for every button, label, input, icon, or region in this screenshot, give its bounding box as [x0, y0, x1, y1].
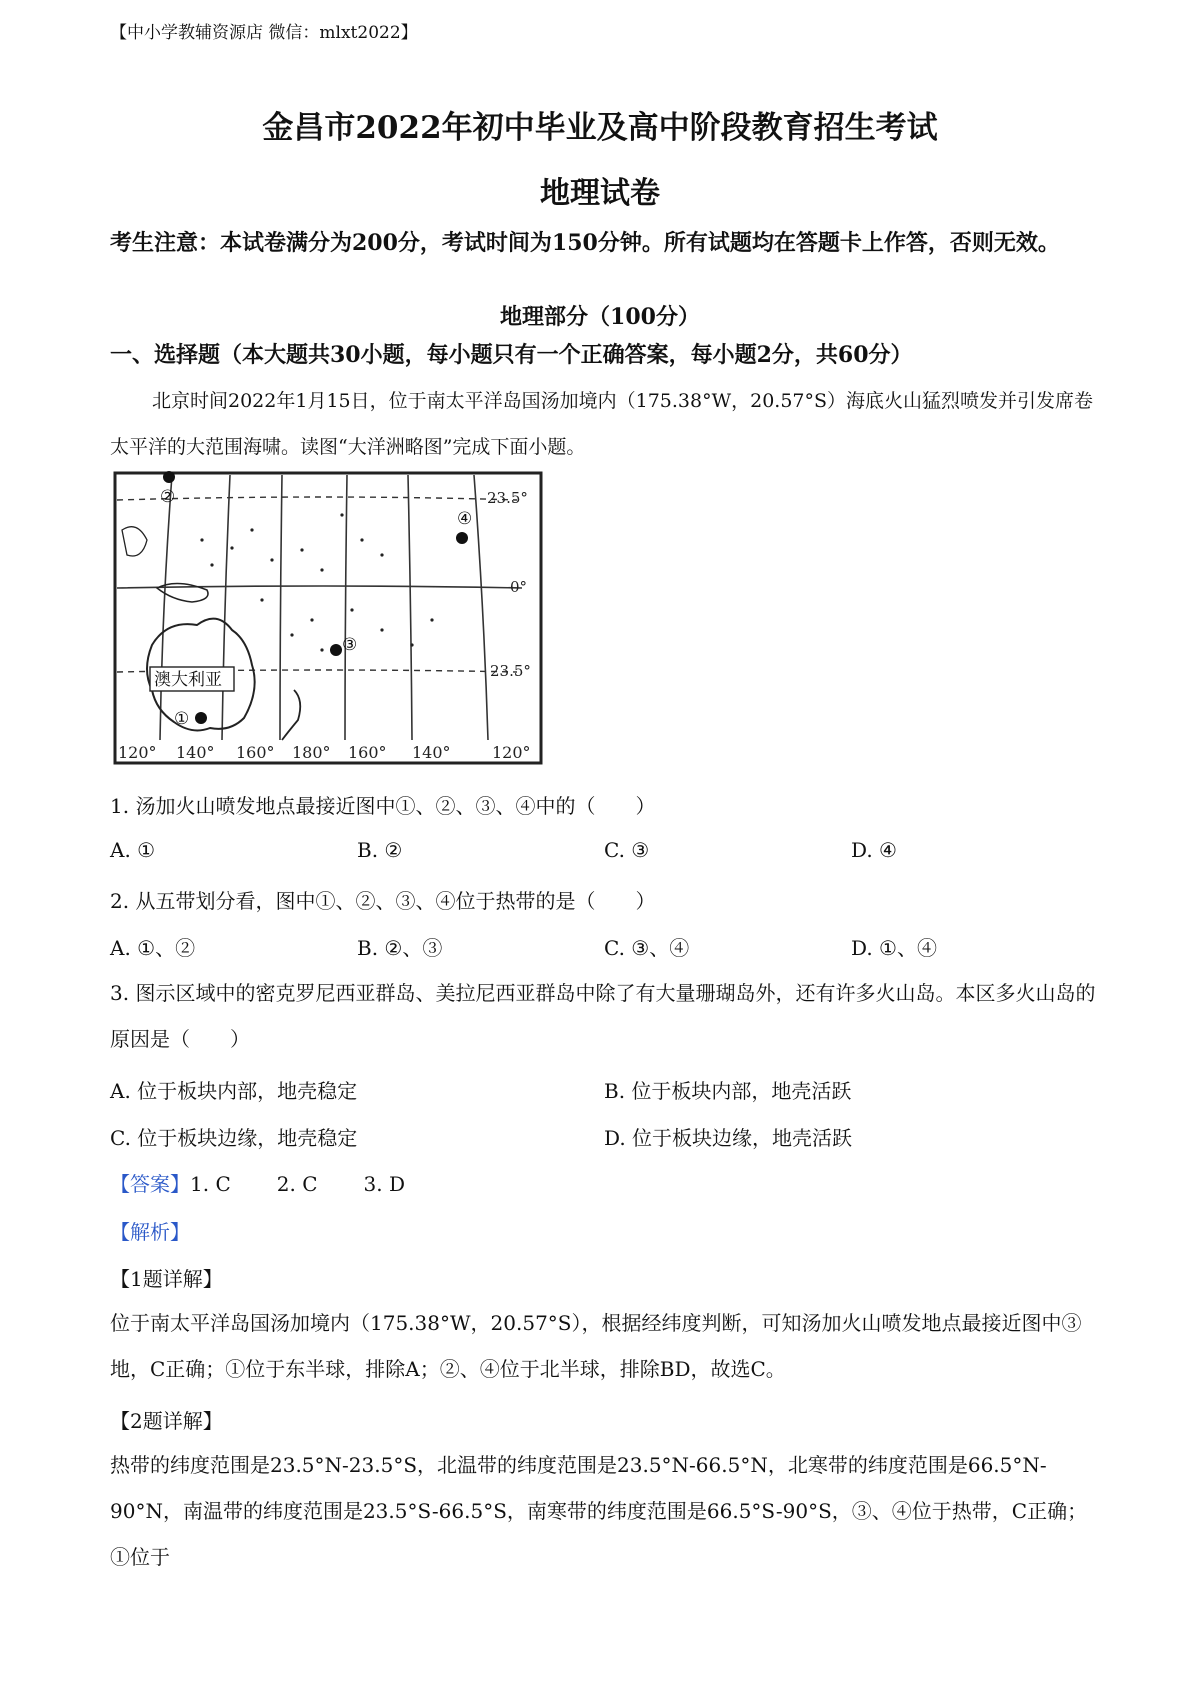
lat-label-south: 23.5° [490, 662, 531, 680]
marker-1-dot [195, 712, 207, 724]
exam-title: 金昌市2022年初中毕业及高中阶段教育招生考试 [262, 110, 938, 146]
marker-4-label: ④ [457, 509, 473, 529]
question-3-stem: 3. 图示区域中的密克罗尼西亚群岛、美拉尼西亚群岛中除了有大量珊瑚岛外，还有许多火山岛。本区多火山岛的原因是（ ） [110, 981, 1096, 1051]
part-title: 地理部分（100分） [500, 304, 700, 330]
lat-label-north: 23.5° [487, 489, 528, 507]
page-header: 【中小学教辅资源店 微信：mlxt2022】 [110, 23, 418, 43]
question-1-stem: 1. 汤加火山喷发地点最接近图中①、②、③、④中的（ ） [110, 794, 656, 818]
marker-2-dot [163, 471, 175, 483]
detail-1-label: 【1题详解】 [110, 1267, 223, 1291]
oceania-map [112, 470, 544, 770]
answer-label: 【答案】 [110, 1172, 190, 1196]
answer-item: 3. D [363, 1172, 405, 1196]
australia-label: 澳大利亚 [154, 670, 222, 690]
question-2-stem: 2. 从五带划分看，图中①、②、③、④位于热带的是（ ） [110, 889, 656, 913]
question-3-option-a: A. 位于板块内部，地壳稳定 [110, 1079, 358, 1103]
lon-label: 140° [412, 743, 451, 762]
question-1-option-c: C. ③ [604, 838, 650, 862]
question-3-option-d: D. 位于板块边缘，地壳活跃 [604, 1126, 853, 1150]
question-2-option-d: D. ①、④ [851, 936, 937, 960]
answer-row [110, 1168, 405, 1197]
detail-2-label: 【2题详解】 [110, 1409, 223, 1433]
detail-2-text: 热带的纬度范围是23.5°N-23.5°S，北温带的纬度范围是23.5°N-66.5°N，北寒带的纬度范围是66.5°N-90°N，南温带的纬度范围是23.5°S-66.5°S，南寒带的纬度范围是66.5°S-90°S，③、④位于热带，C正确；①位于 [110, 1453, 1088, 1569]
exam-subtitle: 地理试卷 [540, 176, 660, 211]
question-2-option-c: C. ③、④ [604, 936, 690, 960]
lon-label: 160° [236, 743, 275, 762]
marker-3-label: ③ [342, 635, 358, 655]
exam-notice: 考生注意：本试卷满分为200分，考试时间为150分钟。所有试题均在答题卡上作答，否则无效。 [110, 230, 1060, 256]
question-2-option-a: A. ①、② [110, 936, 196, 960]
lon-label: 140° [176, 743, 215, 762]
analysis-label: 【解析】 [110, 1220, 190, 1244]
lon-label: 120° [492, 743, 531, 762]
oceania-map-svg [112, 470, 544, 770]
lon-label: 120° [118, 743, 157, 762]
marker-4-dot [456, 532, 468, 544]
question-3-option-c: C. 位于板块边缘，地壳稳定 [110, 1126, 358, 1150]
question-1-option-d: D. ④ [851, 838, 897, 862]
question-intro: 北京时间2022年1月15日，位于南太平洋岛国汤加境内（175.38°W，20.57°S）海底火山猛烈喷发并引发席卷太平洋的大范围海啸。读图“大洋洲略图”完成下面小题。 [110, 390, 1094, 458]
question-2-option-b: B. ②、③ [357, 936, 443, 960]
lat-label-equator: 0° [510, 578, 528, 596]
question-3-option-b: B. 位于板块内部，地壳活跃 [604, 1079, 852, 1103]
marker-3-dot [330, 644, 342, 656]
marker-2-label: ② [160, 487, 176, 507]
answer-item: 1. C [190, 1172, 231, 1196]
question-1-option-b: B. ② [357, 838, 403, 862]
lon-label: 160° [348, 743, 387, 762]
detail-1-text: 位于南太平洋岛国汤加境内（175.38°W，20.57°S），根据经纬度判断，可知汤加火山喷发地点最接近图中③地，C正确；①位于东半球，排除A；②、④位于北半球，排除BD，故选C。 [110, 1311, 1082, 1381]
section-title: 一、选择题（本大题共30小题，每小题只有一个正确答案，每小题2分，共60分） [110, 342, 913, 368]
answer-item: 2. C [276, 1172, 318, 1196]
question-1-option-a: A. ① [110, 838, 156, 862]
lon-label: 180° [292, 743, 331, 762]
marker-1-label: ① [174, 709, 190, 729]
